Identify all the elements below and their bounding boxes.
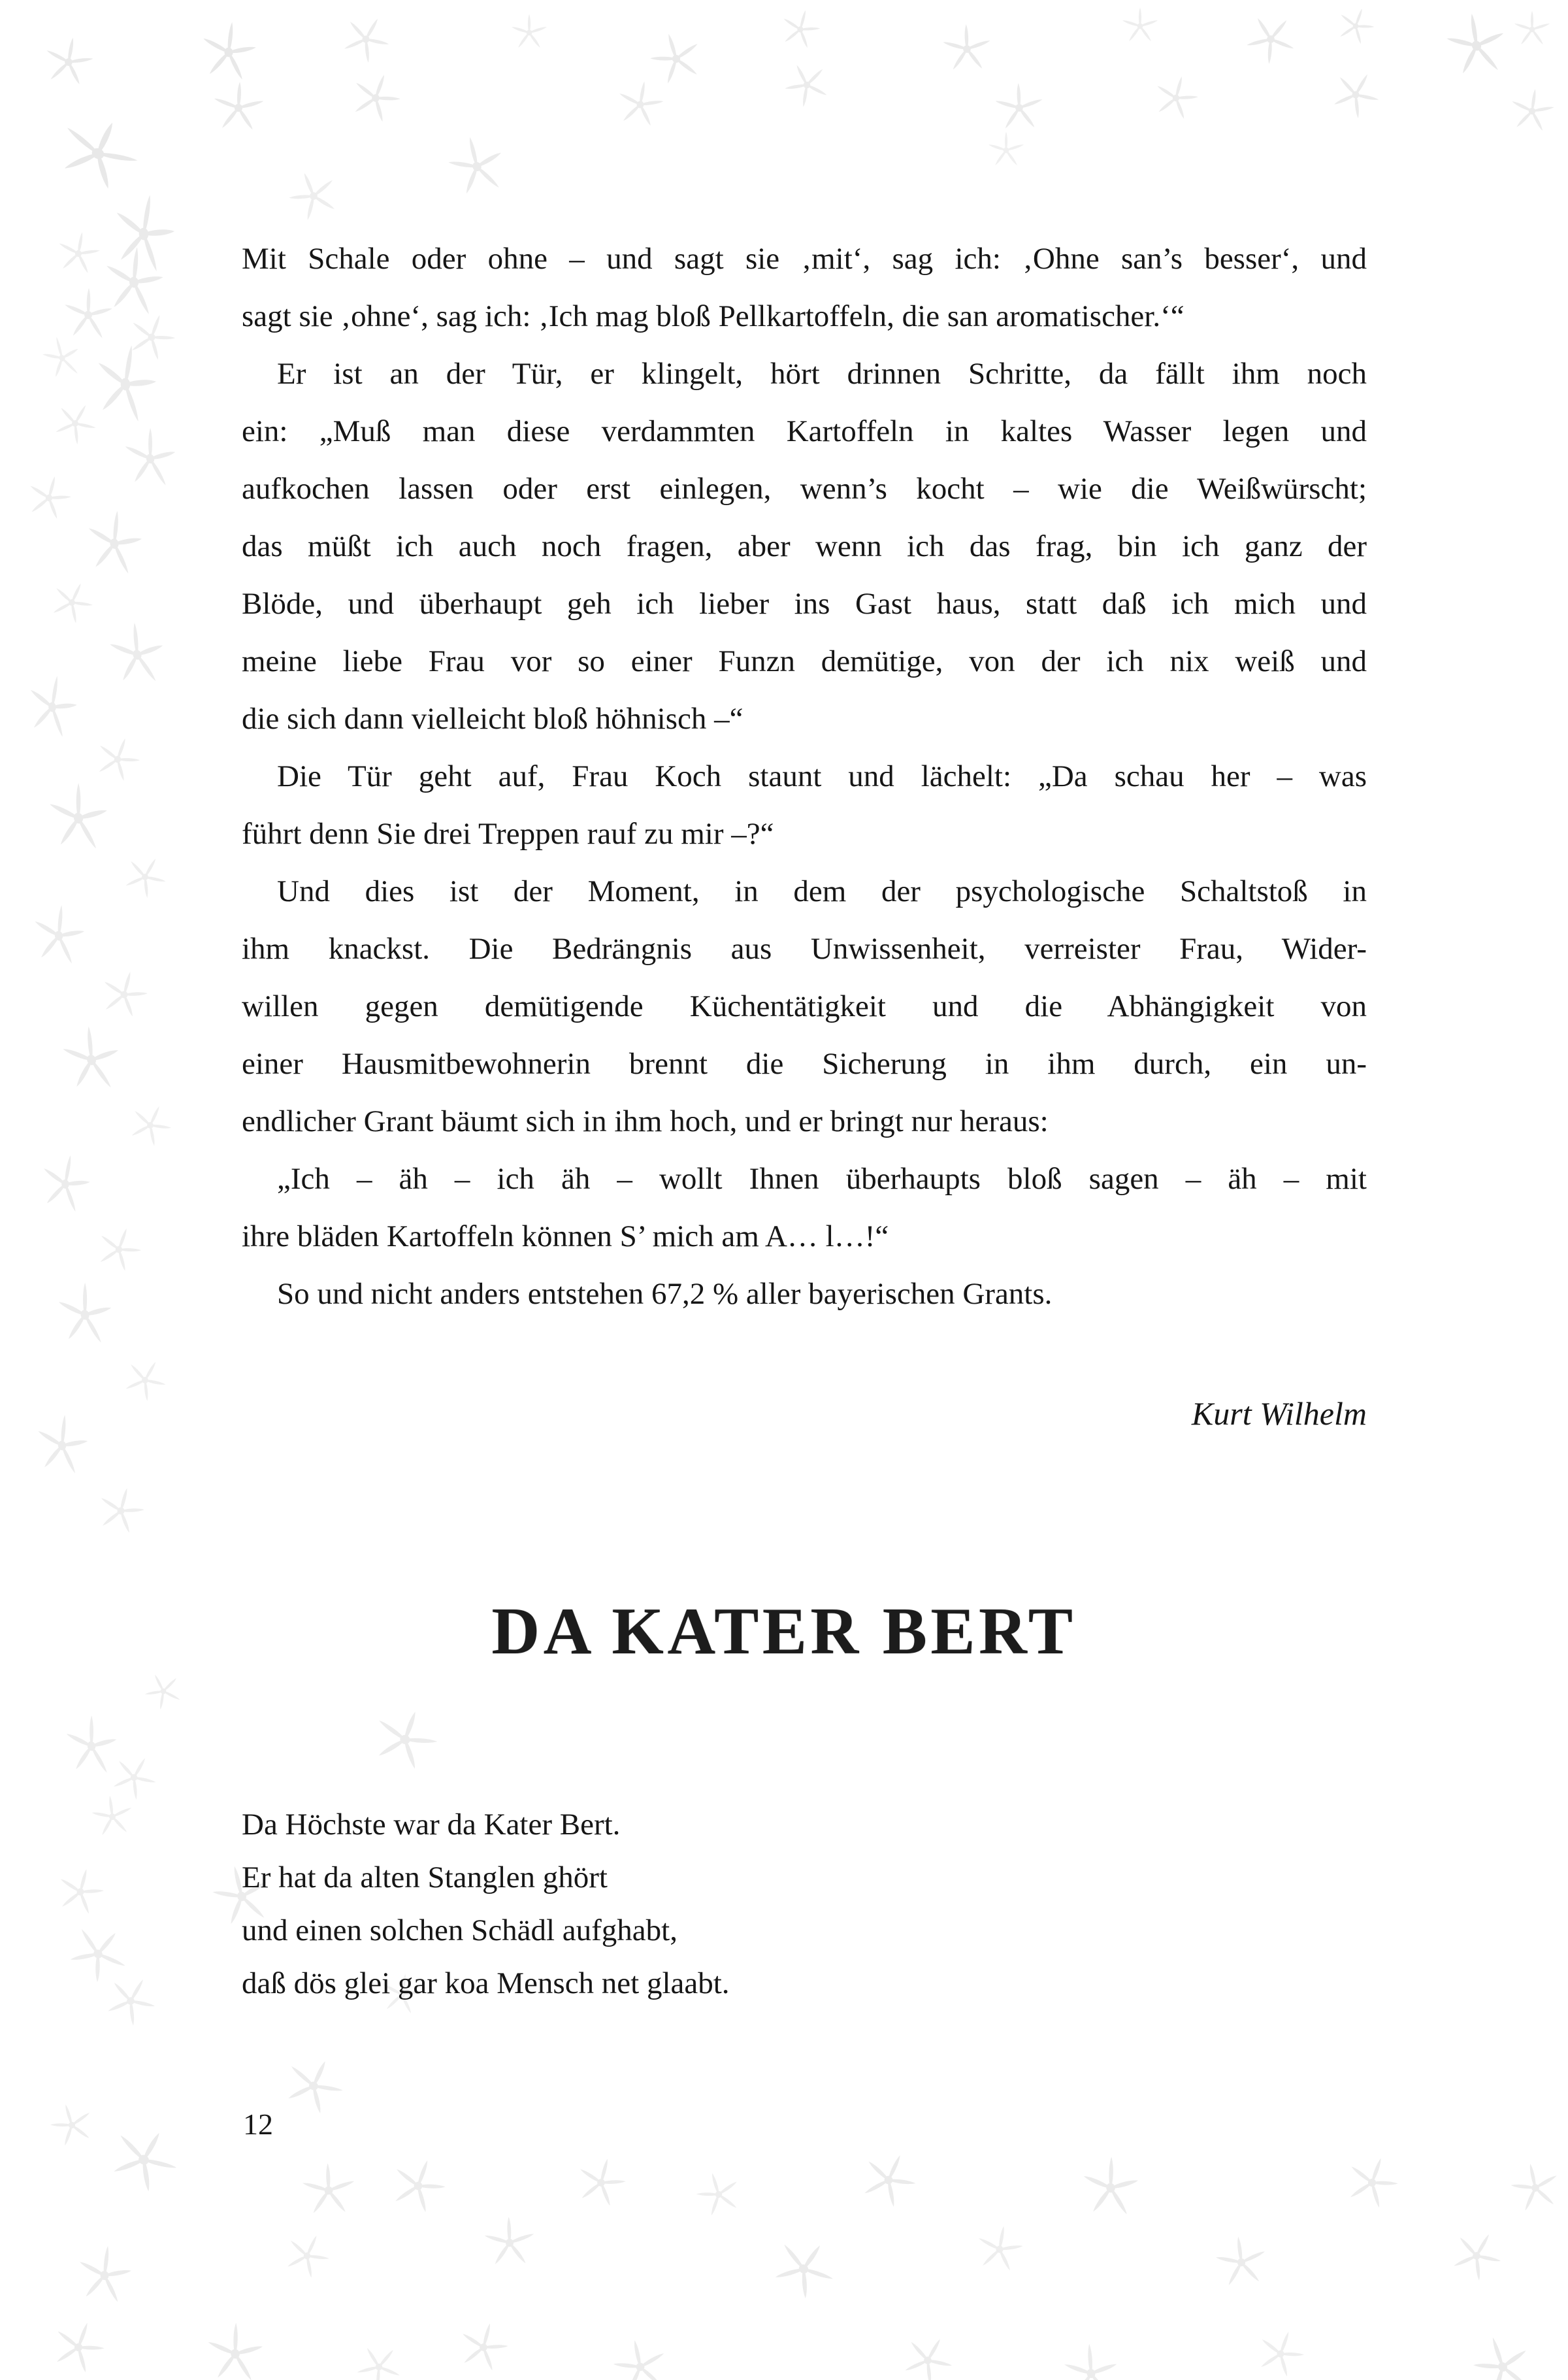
star-icon xyxy=(56,1707,126,1785)
star-icon xyxy=(292,2154,366,2228)
star-icon xyxy=(987,131,1026,170)
star-icon xyxy=(115,420,185,497)
prose-line: willen gegen demütigende Küchentätigkeit und die Abhängigkeit von xyxy=(242,989,1367,1023)
star-icon xyxy=(612,76,669,133)
star-icon xyxy=(194,15,263,89)
star-icon xyxy=(569,2151,633,2215)
page-number: 12 xyxy=(243,2107,273,2141)
star-icon xyxy=(1459,2322,1546,2380)
star-icon xyxy=(851,2142,927,2219)
star-icon xyxy=(510,13,549,52)
prose-line: ihm knackst. Die Bedrängnis aus Unwissenheit, verreister Frau, Wider- xyxy=(242,932,1367,966)
prose-line: meine liebe Frau vor so einer Funzn demütige, von der ich nix weiß und xyxy=(242,644,1367,678)
star-icon xyxy=(971,2221,1028,2278)
star-icon xyxy=(115,847,176,908)
star-icon xyxy=(102,1745,166,1810)
star-icon xyxy=(88,729,148,789)
prose-line: Er ist an der Tür, er klingelt, hört drinnen Schritte, da fällt ihm noch xyxy=(277,357,1367,391)
star-icon xyxy=(1249,2322,1312,2380)
star-icon xyxy=(1512,10,1552,49)
star-icon xyxy=(342,65,410,132)
prose-line: Und dies ist der Moment, in dem der psychologische Schaltstoß in xyxy=(277,874,1367,908)
prose-line: ein: „Muß man diese verdammten Kartoffeln in kaltes Wasser legen und xyxy=(242,414,1367,448)
star-icon xyxy=(50,1861,110,1922)
star-icon xyxy=(686,2162,751,2227)
star-icon xyxy=(48,1274,122,1356)
star-icon xyxy=(95,1965,166,2036)
prose-line: Die Tür geht auf, Frau Koch staunt und lächelt: „Da schau her – was xyxy=(277,759,1367,793)
star-icon xyxy=(276,2224,338,2287)
star-icon xyxy=(1505,84,1559,138)
star-icon xyxy=(33,328,91,388)
star-icon xyxy=(332,5,400,73)
star-icon xyxy=(39,32,99,93)
star-icon xyxy=(1147,69,1205,127)
star-icon xyxy=(120,305,183,369)
star-icon xyxy=(362,1698,448,1781)
star-icon xyxy=(52,227,105,280)
star-icon xyxy=(1205,2226,1278,2299)
poem-line: daß dös glei gar koa Mensch net glaabt. xyxy=(242,1966,730,2000)
star-icon xyxy=(382,2149,455,2223)
star-icon xyxy=(1053,2334,1129,2380)
star-icon xyxy=(79,504,149,584)
star-icon xyxy=(1234,3,1308,76)
star-icon xyxy=(1322,61,1390,129)
star-icon xyxy=(43,2312,114,2380)
prose-line: Blöde, und überhaupt geh ich lieber ins Gast haus, statt daß ich mich und xyxy=(242,587,1367,621)
star-icon xyxy=(39,774,119,863)
star-icon xyxy=(1499,2152,1568,2223)
chapter-headline: DA KATER BERT xyxy=(491,1595,1077,1668)
star-icon xyxy=(205,74,272,142)
star-icon xyxy=(26,899,91,973)
star-icon xyxy=(71,2240,138,2312)
star-icon xyxy=(775,4,826,55)
star-icon xyxy=(115,1350,176,1411)
prose-line: die sich dann vielleicht bloß höhnisch –“ xyxy=(242,702,743,736)
star-icon xyxy=(197,2314,272,2380)
star-icon xyxy=(892,2324,963,2380)
star-icon xyxy=(90,1480,151,1541)
star-icon xyxy=(44,103,152,204)
poem-line: und einen solchen Schädl aufghabt, xyxy=(242,1913,678,1947)
star-icon xyxy=(29,1408,95,1483)
star-icon xyxy=(346,2334,412,2380)
author-signature: Kurt Wilhelm xyxy=(1191,1395,1367,1432)
prose-line: So und nicht anders entstehen 67,2 % aller bayerischen Grants. xyxy=(277,1277,1053,1311)
star-icon xyxy=(1073,2148,1148,2228)
star-icon xyxy=(93,964,154,1025)
star-icon xyxy=(40,2093,103,2157)
star-icon xyxy=(638,21,715,97)
star-icon xyxy=(474,2207,545,2278)
prose-line: Mit Schale oder ohne – und sagt sie ‚mit‘, sag ich: ‚Ohne san’s besser‘, und xyxy=(242,242,1367,276)
star-icon xyxy=(451,2315,515,2379)
star-icon xyxy=(1337,2147,1407,2218)
star-icon xyxy=(96,2113,191,2206)
star-icon xyxy=(759,2225,848,2312)
star-icon xyxy=(934,16,1001,83)
star-icon xyxy=(986,74,1053,142)
star-icon xyxy=(108,189,180,279)
poem-line: Er hat da alten Stanglen ghört xyxy=(242,1860,608,1894)
poem-line: Da Höchste war da Kater Bert. xyxy=(242,1808,621,1842)
star-icon xyxy=(121,1096,180,1155)
star-icon xyxy=(45,393,106,454)
star-icon xyxy=(89,1219,149,1280)
star-icon xyxy=(1441,2220,1512,2291)
prose-line: aufkochen lassen oder erst einlegen, wenn’s kocht – wie die Weißwürscht; xyxy=(242,472,1367,506)
star-icon xyxy=(99,612,176,697)
prose-text xyxy=(242,230,1367,1323)
prose-line: „Ich – äh – ich äh – wollt Ihnen überhaupts bloß sagen – äh – mit xyxy=(277,1162,1367,1196)
poem-text xyxy=(242,1798,1367,2010)
prose-line: endlicher Grant bäumt sich in ihm hoch, und er bringt nur heraus: xyxy=(242,1104,1049,1138)
star-icon xyxy=(774,52,840,118)
prose-line: führt denn Sie drei Treppen rauf zu mir –?“ xyxy=(242,817,774,851)
star-icon xyxy=(24,671,82,744)
star-icon xyxy=(20,469,78,527)
prose-line: einer Hausmitbewohnerin brennt die Sicherung in ihm durch, ein un- xyxy=(242,1047,1367,1081)
star-icon xyxy=(90,339,162,429)
prose-line: ihre bläden Kartoffeln können S’ mich am A… l…!“ xyxy=(242,1219,889,1253)
star-icon xyxy=(1331,1,1381,52)
prose-line: sagt sie ‚ohne‘, sag ich: ‚Ich mag bloß Pellkartoffeln, die san aromatischer.‘“ xyxy=(242,299,1184,333)
star-icon xyxy=(601,2328,679,2380)
star-icon xyxy=(435,124,518,210)
star-icon xyxy=(136,1664,191,1719)
star-icon xyxy=(97,240,172,325)
star-icon xyxy=(56,280,121,350)
prose-line: das müßt ich auch noch fragen, aber wenn ich das frag, bin ich ganz der xyxy=(242,529,1367,563)
star-icon xyxy=(56,1911,141,1996)
star-icon xyxy=(1433,1,1520,90)
star-icon xyxy=(83,1787,142,1846)
star-icon xyxy=(1120,7,1160,46)
star-icon xyxy=(273,2047,355,2126)
star-icon xyxy=(42,573,101,632)
star-icon xyxy=(37,1151,94,1218)
star-icon xyxy=(277,159,351,233)
star-icon xyxy=(51,1016,132,1104)
